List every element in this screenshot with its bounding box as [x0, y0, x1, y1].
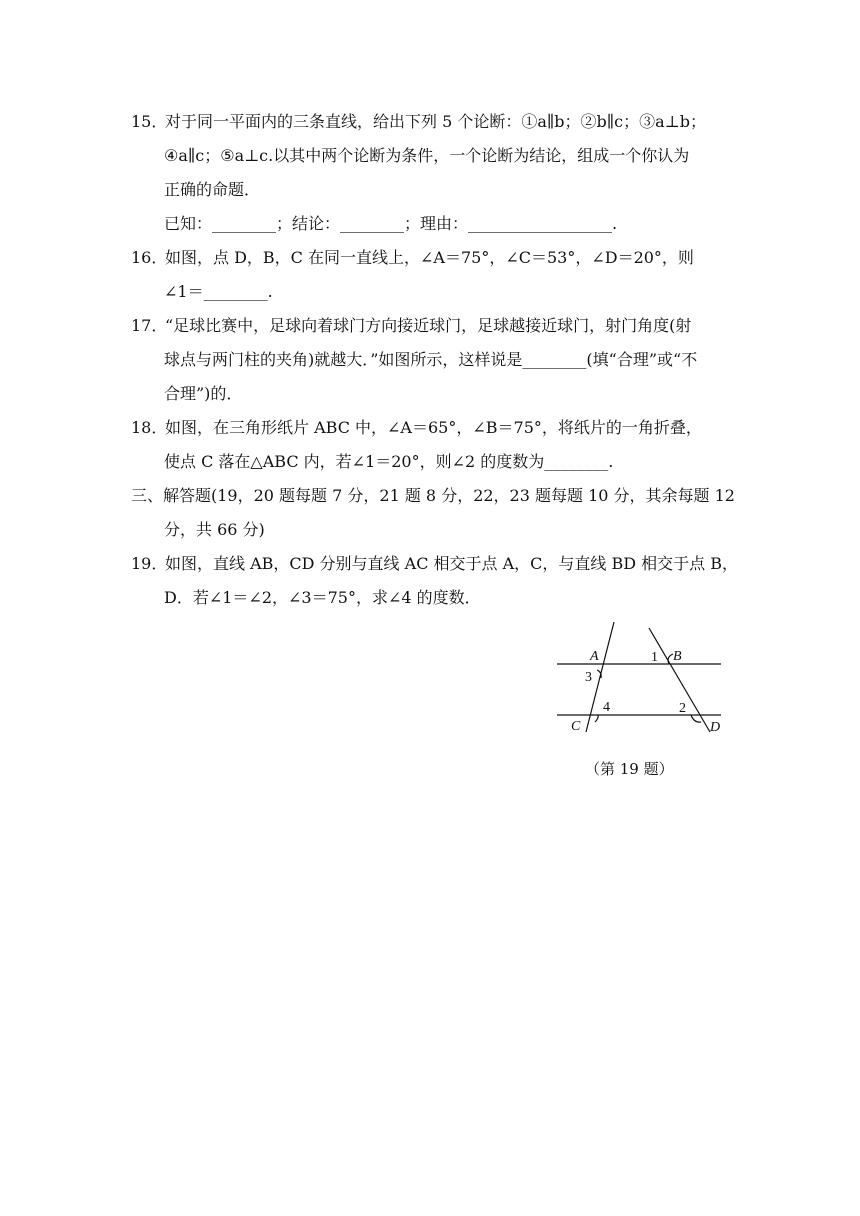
label-angle-2: 2	[679, 701, 686, 716]
label-angle-1: 1	[651, 650, 658, 665]
angle-3-arc	[597, 670, 601, 678]
question-number: 16．	[131, 248, 168, 267]
label-b: B	[673, 649, 682, 664]
question-17-line2: 球点与两门柱的夹角)就越大．”如图所示，这样说是________(填“合理”或“不	[164, 350, 698, 369]
question-18-line1	[131, 418, 731, 438]
label-a: A	[590, 649, 599, 664]
label-angle-3: 3	[585, 670, 592, 685]
label-c: C	[571, 719, 581, 734]
question-text: “足球比赛中，足球向着球门方向接近球门，足球越接近球门，射门角度(射	[165, 316, 692, 335]
question-16-line1	[131, 248, 731, 268]
question-text: 如图，点 D，B，C 在同一直线上，∠A＝75°，∠C＝53°，∠D＝20°，则	[165, 248, 694, 267]
question-number: 17．	[131, 316, 168, 335]
question-17-line3: 合理”)的．	[164, 384, 243, 403]
question-19-line1	[131, 554, 739, 574]
question-number: 19．	[131, 554, 168, 573]
question-19-line2: D．若∠1＝∠2，∠3＝75°，求∠4 的度数．	[164, 588, 481, 607]
figure-19-diagram	[553, 622, 728, 740]
question-15-line4: 已知：________；结论：________；理由：__________________.	[164, 214, 618, 233]
label-angle-4: 4	[603, 700, 610, 715]
question-text: 对于同一平面内的三条直线，给出下列 5 个论断：①a∥b；②b∥c；③a⊥b；	[165, 112, 706, 131]
question-number: 15．	[131, 112, 168, 131]
question-18-line2: 使点 C 落在△ABC 内，若∠1＝20°，则∠2 的度数为________.	[164, 452, 614, 471]
question-15-line1	[131, 112, 731, 132]
question-number: 18．	[131, 418, 168, 437]
question-15-line3: 正确的命题．	[164, 180, 261, 199]
angle-4-arc	[595, 715, 598, 722]
question-text: 如图，直线 AB，CD 分别与直线 AC 相交于点 A，C，与直线 BD 相交于点 B，	[165, 554, 739, 573]
line-bd	[649, 628, 710, 732]
section-3-heading: 三、解答题(19，20 题每题 7 分，21 题 8 分，22，23 题每题 10 分，其余每题 12	[131, 486, 735, 505]
question-16-line2: ∠1＝________.	[164, 282, 273, 301]
angle-2-arc	[691, 715, 701, 722]
question-text: 如图，在三角形纸片 ABC 中，∠A＝65°，∠B＝75°，将纸片的一角折叠，	[165, 418, 702, 437]
question-17-line1	[131, 316, 731, 336]
section-3-heading-line2: 分，共 66 分)	[164, 520, 265, 539]
label-d: D	[710, 720, 721, 735]
question-15-line2: ④a∥c；⑤a⊥c.以其中两个论断为条件，一个论断为结论，组成一个你认为	[164, 146, 690, 165]
figure-19-caption: （第 19 题）	[585, 760, 674, 778]
